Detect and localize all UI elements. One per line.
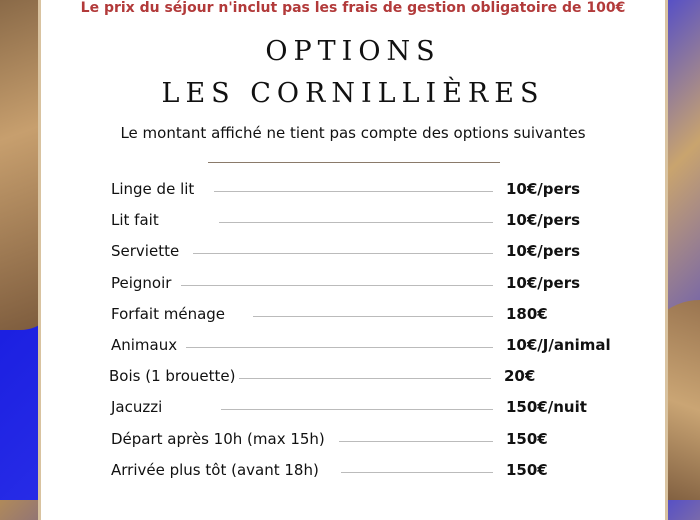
option-label: Bois (1 brouette) <box>109 367 236 386</box>
option-price: 180€ <box>506 304 548 323</box>
option-row <box>111 461 651 485</box>
leader-line <box>181 285 493 286</box>
option-row <box>111 180 651 204</box>
option-row <box>111 305 651 329</box>
leader-line <box>214 191 493 192</box>
leader-line <box>339 441 493 442</box>
subtitle: Le montant affiché ne tient pas compte des options suivantes <box>120 124 586 142</box>
option-row <box>111 211 651 235</box>
option-price: 20€ <box>504 367 536 386</box>
option-row <box>111 274 651 298</box>
leader-line <box>193 253 493 254</box>
divider <box>208 162 500 163</box>
options-card <box>38 0 668 520</box>
option-price: 150€/nuit <box>506 398 587 417</box>
option-row <box>111 242 651 266</box>
option-row <box>111 430 651 454</box>
option-row <box>109 367 649 391</box>
option-row <box>111 398 651 422</box>
option-label: Forfait ménage <box>111 304 226 323</box>
option-label: Animaux <box>111 336 178 354</box>
option-price: 10€/pers <box>506 180 581 198</box>
leader-line <box>219 222 493 223</box>
option-price: 150€ <box>506 460 548 479</box>
title-options: OPTIONS <box>265 36 441 67</box>
option-row <box>111 336 651 360</box>
option-label: Arrivée plus tôt (avant 18h) <box>111 460 319 479</box>
option-label: Linge de lit <box>111 180 195 198</box>
option-price: 150€ <box>506 429 548 448</box>
leader-line <box>186 347 493 348</box>
option-label: Jacuzzi <box>111 398 163 417</box>
option-label: Départ après 10h (max 15h) <box>111 429 325 448</box>
option-label: Peignoir <box>111 273 172 292</box>
option-price: 10€/pers <box>506 273 581 292</box>
title-property: LES CORNILLIÈRES <box>161 78 545 109</box>
option-price: 10€/J/animal <box>506 336 611 354</box>
option-price: 10€/pers <box>506 211 581 230</box>
option-label: Serviette <box>111 242 180 261</box>
leader-line <box>253 316 493 317</box>
option-price: 10€/pers <box>506 242 581 261</box>
leader-line <box>341 472 493 473</box>
option-label: Lit fait <box>111 211 159 230</box>
fee-notice: Le prix du séjour n'inclut pas les frais de gestion obligatoire de 100€ <box>80 0 626 16</box>
leader-line <box>239 378 491 379</box>
leader-line <box>221 409 493 410</box>
